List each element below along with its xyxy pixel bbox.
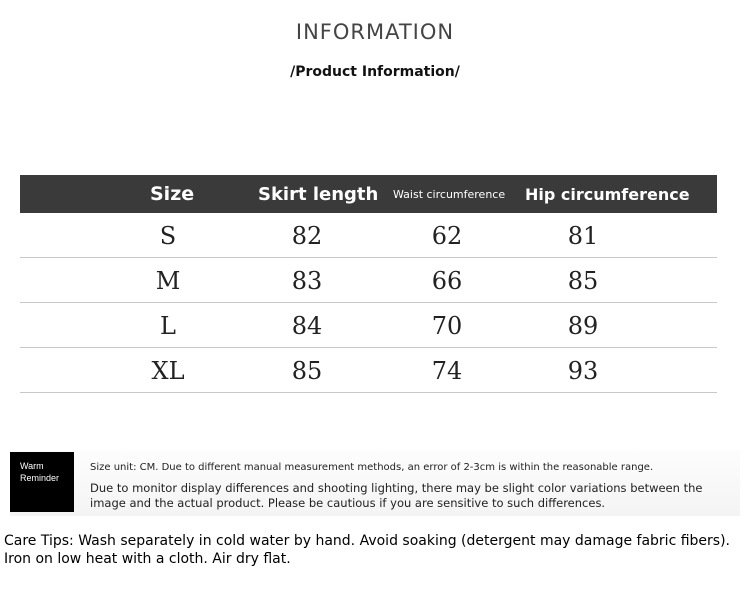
waist-cell: 62 bbox=[431, 222, 463, 250]
page-subtitle: /Product Information/ bbox=[290, 64, 460, 80]
hip-cell: 85 bbox=[567, 267, 599, 295]
skirt-length-cell: 84 bbox=[291, 312, 323, 340]
column-header-skirt-length: Skirt length bbox=[258, 183, 379, 205]
skirt-length-cell: 85 bbox=[291, 357, 323, 385]
hip-cell: 89 bbox=[567, 312, 599, 340]
hip-cell: 81 bbox=[567, 222, 599, 250]
hip-cell: 93 bbox=[567, 357, 599, 385]
table-row bbox=[20, 348, 717, 393]
size-unit-note: Size unit: CM. Due to different manual measurement methods, an error of 2-3cm is within the reasonable range. bbox=[90, 462, 654, 473]
table-row bbox=[20, 303, 717, 348]
skirt-length-cell: 83 bbox=[291, 267, 323, 295]
waist-cell: 74 bbox=[431, 357, 463, 385]
table-row bbox=[20, 213, 717, 258]
waist-cell: 66 bbox=[431, 267, 463, 295]
size-cell: M bbox=[155, 267, 181, 295]
size-cell: XL bbox=[151, 357, 185, 385]
badge-line-1: Warm bbox=[20, 461, 44, 471]
column-header-size: Size bbox=[150, 183, 195, 205]
color-variation-note: Due to monitor display differences and shooting lighting, there may be slight color variations between the image and the actual product. Please be cautious if you are sensitive to such differences. bbox=[90, 481, 703, 510]
page-title: INFORMATION bbox=[295, 20, 455, 44]
skirt-length-cell: 82 bbox=[291, 222, 323, 250]
care-tips: Care Tips: Wash separately in cold water by hand. Avoid soaking (detergent may damage fabric fibers). Iron on low heat with a cloth. Air dry flat. bbox=[4, 533, 730, 567]
badge-line-2: Reminder bbox=[20, 473, 60, 483]
column-header-hip: Hip circumference bbox=[525, 184, 690, 204]
waist-cell: 70 bbox=[431, 312, 463, 340]
warm-reminder-badge bbox=[10, 452, 74, 512]
size-cell: L bbox=[160, 312, 176, 340]
table-row bbox=[20, 258, 717, 303]
size-cell: S bbox=[159, 222, 177, 250]
column-header-waist: Waist circumference bbox=[393, 187, 506, 201]
